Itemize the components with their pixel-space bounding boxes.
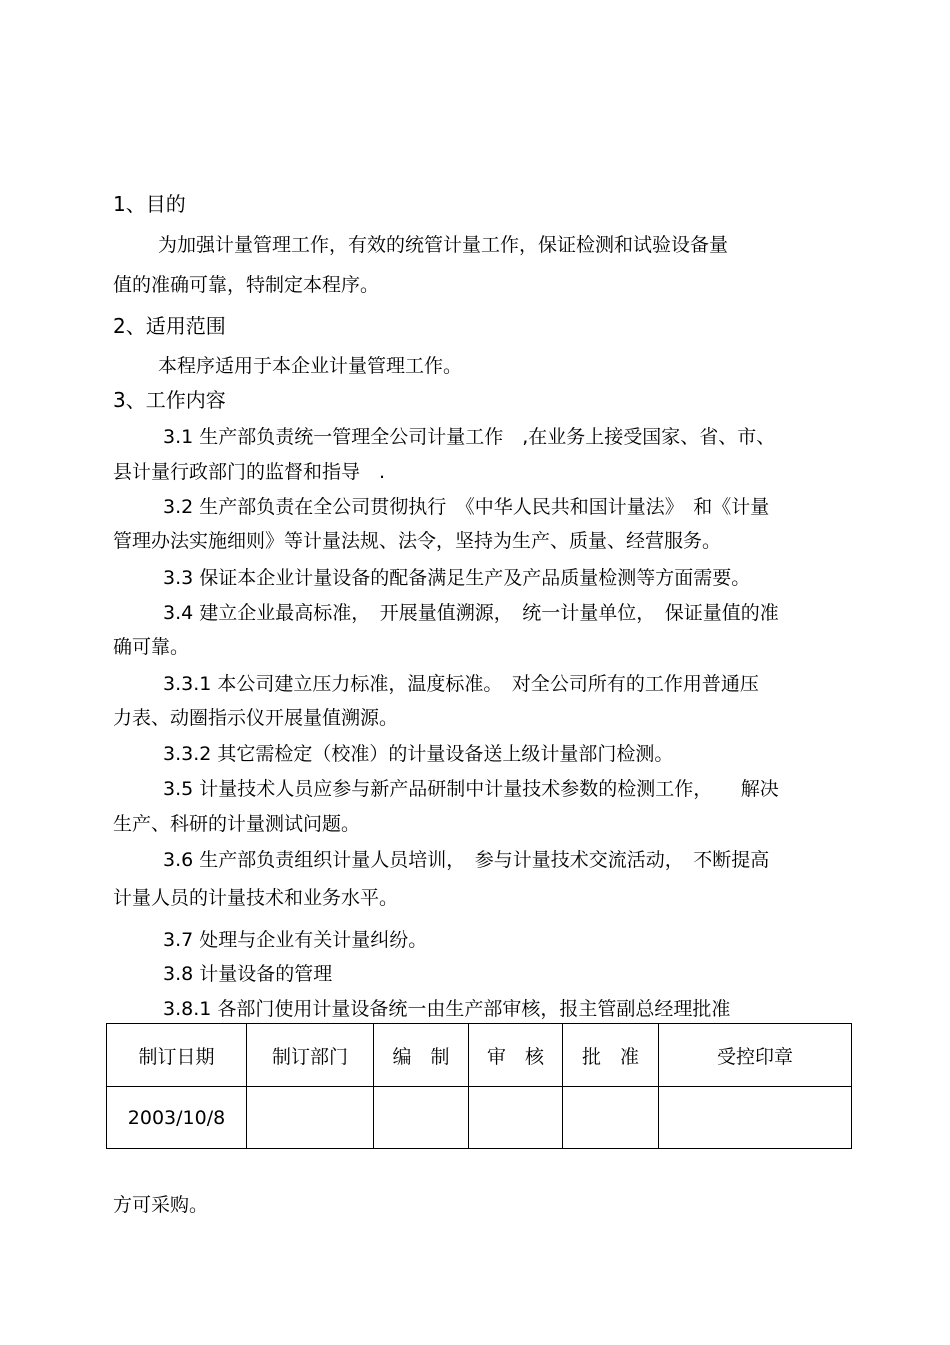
- paragraph-line: 3.3 保证本企业计量设备的配备满足生产及产品质量检测等方面需要。: [163, 567, 751, 589]
- paragraph-line: 确可靠。: [113, 636, 190, 658]
- value-cell-control-seal: [659, 1087, 852, 1149]
- table-header-row: [107, 1024, 852, 1087]
- paragraph-line: 值的准确可靠，特制定本程序。: [113, 274, 380, 296]
- paragraph-line: 3.4 建立企业最高标准， 开展量值溯源， 统一计量单位， 保证量值的准: [163, 602, 779, 624]
- paragraph-line: 生产、科研的计量测试问题。: [113, 813, 361, 835]
- section-heading-purpose: 1、目的: [113, 192, 186, 216]
- paragraph-line: 方可采购。: [113, 1194, 209, 1216]
- paragraph-line: 3.3.2 其它需检定（校准）的计量设备送上级计量部门检测。: [163, 743, 674, 765]
- paragraph-line: 3.7 处理与企业有关计量纠纷。: [163, 929, 428, 951]
- value-cell-date: 2003/10/8: [107, 1087, 247, 1149]
- header-cell-department: 制订部门: [247, 1024, 374, 1087]
- value-cell-reviewed: [469, 1087, 563, 1149]
- paragraph-line: 3.5 计量技术人员应参与新产品研制中计量技术参数的检测工作， 解决: [163, 778, 779, 800]
- paragraph-line: 为加强计量管理工作，有效的统管计量工作，保证检测和试验设备量: [158, 234, 729, 256]
- value-cell-compiled: [374, 1087, 469, 1149]
- header-cell-control-seal: 受控印章: [659, 1024, 852, 1087]
- section-heading-content: 3、工作内容: [113, 388, 226, 412]
- paragraph-line: 3.3.1 本公司建立压力标准，温度标准。 对全公司所有的工作用普通压: [163, 673, 759, 695]
- paragraph-line: 本程序适用于本企业计量管理工作。: [158, 355, 463, 377]
- value-cell-approved: [563, 1087, 659, 1149]
- header-cell-reviewed: 审 核: [469, 1024, 563, 1087]
- paragraph-line: 3.8 计量设备的管理: [163, 963, 333, 985]
- paragraph-line: 3.8.1 各部门使用计量设备统一由生产部审核，报主管副总经理批准: [163, 998, 731, 1020]
- section-heading-scope: 2、适用范围: [113, 314, 226, 338]
- header-cell-compiled: 编 制: [374, 1024, 469, 1087]
- paragraph-line: 力表、动圈指示仪开展量值溯源。: [113, 707, 399, 729]
- table-row: [107, 1087, 852, 1149]
- revision-info-table: [106, 1023, 852, 1149]
- paragraph-line: 县计量行政部门的监督和指导 .: [113, 461, 386, 483]
- header-cell-approved: 批 准: [563, 1024, 659, 1087]
- header-cell-date: 制订日期: [107, 1024, 247, 1087]
- paragraph-line: 3.1 生产部负责统一管理全公司计量工作 ,在业务上接受国家、省、市、: [163, 426, 776, 448]
- paragraph-line: 管理办法实施细则》等计量法规、法令，坚持为生产、质量、经营服务。: [113, 530, 722, 552]
- paragraph-line: 3.6 生产部负责组织计量人员培训， 参与计量技术交流活动， 不断提高: [163, 849, 770, 871]
- value-cell-department: [247, 1087, 374, 1149]
- paragraph-line: 计量人员的计量技术和业务水平。: [113, 887, 399, 909]
- paragraph-line: 3.2 生产部负责在全公司贯彻执行 《中华人民共和国计量法》 和《计量: [163, 496, 770, 518]
